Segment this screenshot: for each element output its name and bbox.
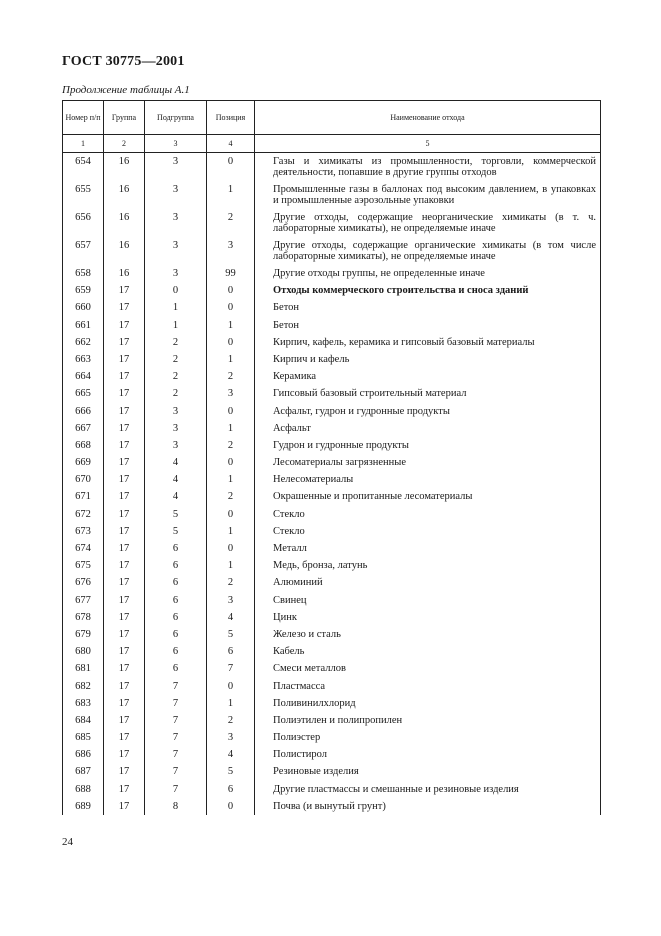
row-subgroup: 3 [145, 403, 207, 420]
row-subgroup: 2 [145, 385, 207, 402]
table-row [63, 403, 601, 420]
table-row [63, 282, 601, 299]
page-number: 24 [62, 836, 73, 848]
row-waste-name: Бетон [255, 317, 601, 334]
header-group: Группа [104, 101, 145, 135]
row-group: 17 [104, 351, 145, 368]
row-waste-name: Полистирол [255, 746, 601, 763]
row-position: 0 [207, 403, 255, 420]
row-group: 17 [104, 506, 145, 523]
row-waste-name: Отходы коммерческого строительства и сноса зданий [255, 282, 601, 299]
row-group: 17 [104, 798, 145, 815]
row-group: 16 [104, 237, 145, 265]
row-waste-name: Смеси металлов [255, 660, 601, 677]
row-subgroup: 3 [145, 265, 207, 282]
row-position: 6 [207, 643, 255, 660]
table-row [63, 678, 601, 695]
waste-table-container [62, 100, 600, 815]
row-position: 3 [207, 729, 255, 746]
row-subgroup: 5 [145, 506, 207, 523]
row-group: 17 [104, 385, 145, 402]
table-caption: Продолжение таблицы А.1 [62, 84, 190, 96]
row-position: 3 [207, 237, 255, 265]
row-waste-name: Окрашенные и пропитанные лесоматериалы [255, 488, 601, 505]
row-waste-name: Полиэстер [255, 729, 601, 746]
row-number: 685 [63, 729, 104, 746]
row-group: 17 [104, 643, 145, 660]
row-position: 1 [207, 181, 255, 209]
row-number: 684 [63, 712, 104, 729]
table-header [63, 101, 601, 153]
table-row [63, 153, 601, 182]
row-waste-name: Гипсовый базовый строительный материал [255, 385, 601, 402]
row-subgroup: 6 [145, 643, 207, 660]
row-group: 17 [104, 660, 145, 677]
row-subgroup: 6 [145, 609, 207, 626]
row-group: 17 [104, 403, 145, 420]
row-position: 1 [207, 695, 255, 712]
row-number: 678 [63, 609, 104, 626]
row-number: 676 [63, 574, 104, 591]
row-waste-name: Резиновые изделия [255, 763, 601, 780]
row-position: 2 [207, 712, 255, 729]
row-number: 659 [63, 282, 104, 299]
row-subgroup: 3 [145, 420, 207, 437]
row-group: 17 [104, 592, 145, 609]
row-position: 6 [207, 781, 255, 798]
waste-table [62, 100, 601, 815]
row-group: 17 [104, 609, 145, 626]
table-row [63, 660, 601, 677]
row-position: 2 [207, 368, 255, 385]
row-waste-name: Кабель [255, 643, 601, 660]
row-number: 661 [63, 317, 104, 334]
row-position: 1 [207, 317, 255, 334]
row-group: 16 [104, 153, 145, 182]
row-number: 654 [63, 153, 104, 182]
row-position: 0 [207, 334, 255, 351]
table-row [63, 557, 601, 574]
column-number: 5 [255, 135, 601, 153]
row-position: 7 [207, 660, 255, 677]
row-subgroup: 3 [145, 153, 207, 182]
row-subgroup: 6 [145, 557, 207, 574]
table-row [63, 540, 601, 557]
row-subgroup: 3 [145, 237, 207, 265]
row-group: 17 [104, 746, 145, 763]
row-subgroup: 7 [145, 746, 207, 763]
row-group: 17 [104, 626, 145, 643]
row-waste-name: Медь, бронза, латунь [255, 557, 601, 574]
row-number: 672 [63, 506, 104, 523]
column-number: 2 [104, 135, 145, 153]
row-group: 17 [104, 471, 145, 488]
row-number: 670 [63, 471, 104, 488]
row-position: 0 [207, 506, 255, 523]
table-row [63, 763, 601, 780]
row-group: 17 [104, 763, 145, 780]
row-number: 664 [63, 368, 104, 385]
row-waste-name: Цинк [255, 609, 601, 626]
row-waste-name: Металл [255, 540, 601, 557]
row-waste-name: Керамика [255, 368, 601, 385]
row-subgroup: 7 [145, 712, 207, 729]
header-row [63, 101, 601, 135]
table-row [63, 334, 601, 351]
row-group: 17 [104, 454, 145, 471]
row-waste-name: Свинец [255, 592, 601, 609]
row-waste-name: Стекло [255, 523, 601, 540]
row-group: 17 [104, 557, 145, 574]
row-position: 0 [207, 678, 255, 695]
table-row [63, 385, 601, 402]
row-group: 17 [104, 781, 145, 798]
row-number: 682 [63, 678, 104, 695]
row-group: 17 [104, 729, 145, 746]
row-group: 17 [104, 540, 145, 557]
document-code: ГОСТ 30775—2001 [62, 54, 185, 69]
row-waste-name: Нелесоматериалы [255, 471, 601, 488]
row-subgroup: 1 [145, 299, 207, 316]
row-group: 17 [104, 678, 145, 695]
row-number: 688 [63, 781, 104, 798]
header-waste-name: Наименование отхода [255, 101, 601, 135]
row-number: 686 [63, 746, 104, 763]
table-row [63, 626, 601, 643]
row-waste-name: Другие отходы группы, не определенные иначе [255, 265, 601, 282]
row-waste-name: Почва (и вынутый грунт) [255, 798, 601, 815]
row-subgroup: 7 [145, 695, 207, 712]
column-number-row [63, 135, 601, 153]
row-waste-name: Стекло [255, 506, 601, 523]
row-position: 5 [207, 763, 255, 780]
row-waste-name: Другие пластмассы и смешанные и резиновые изделия [255, 781, 601, 798]
row-position: 0 [207, 540, 255, 557]
row-subgroup: 2 [145, 351, 207, 368]
row-number: 663 [63, 351, 104, 368]
table-row [63, 712, 601, 729]
row-number: 669 [63, 454, 104, 471]
row-number: 665 [63, 385, 104, 402]
row-waste-name: Другие отходы, содержащие неорганические химикаты (в т. ч. лабораторные химикаты), не определяемые иначе [255, 209, 601, 237]
row-group: 17 [104, 523, 145, 540]
row-number: 671 [63, 488, 104, 505]
row-subgroup: 6 [145, 660, 207, 677]
table-row [63, 798, 601, 815]
row-number: 667 [63, 420, 104, 437]
row-waste-name: Бетон [255, 299, 601, 316]
row-waste-name: Кирпич, кафель, керамика и гипсовый базовый материалы [255, 334, 601, 351]
table-row [63, 781, 601, 798]
row-group: 17 [104, 299, 145, 316]
table-row [63, 368, 601, 385]
table-row [63, 746, 601, 763]
row-position: 1 [207, 351, 255, 368]
row-position: 0 [207, 282, 255, 299]
row-subgroup: 1 [145, 317, 207, 334]
row-position: 1 [207, 420, 255, 437]
table-row [63, 299, 601, 316]
row-subgroup: 7 [145, 729, 207, 746]
row-subgroup: 4 [145, 454, 207, 471]
header-subgroup: Подгруппа [145, 101, 207, 135]
row-subgroup: 8 [145, 798, 207, 815]
row-subgroup: 2 [145, 334, 207, 351]
row-subgroup: 3 [145, 181, 207, 209]
row-subgroup: 7 [145, 678, 207, 695]
table-row [63, 437, 601, 454]
row-group: 16 [104, 181, 145, 209]
row-position: 99 [207, 265, 255, 282]
row-number: 679 [63, 626, 104, 643]
table-row [63, 523, 601, 540]
column-number: 4 [207, 135, 255, 153]
table-row [63, 237, 601, 265]
row-subgroup: 6 [145, 540, 207, 557]
column-number: 1 [63, 135, 104, 153]
row-number: 660 [63, 299, 104, 316]
row-group: 16 [104, 209, 145, 237]
header-position: Позиция [207, 101, 255, 135]
row-position: 4 [207, 746, 255, 763]
row-number: 668 [63, 437, 104, 454]
row-position: 5 [207, 626, 255, 643]
row-group: 17 [104, 574, 145, 591]
table-row [63, 265, 601, 282]
row-subgroup: 2 [145, 368, 207, 385]
row-number: 683 [63, 695, 104, 712]
table-row [63, 592, 601, 609]
row-number: 655 [63, 181, 104, 209]
row-group: 17 [104, 437, 145, 454]
row-position: 0 [207, 798, 255, 815]
row-position: 1 [207, 523, 255, 540]
row-group: 16 [104, 265, 145, 282]
row-subgroup: 5 [145, 523, 207, 540]
row-waste-name: Асфальт, гудрон и гудронные продукты [255, 403, 601, 420]
row-number: 675 [63, 557, 104, 574]
table-row [63, 181, 601, 209]
table-row [63, 506, 601, 523]
row-waste-name: Полиэтилен и полипропилен [255, 712, 601, 729]
row-position: 2 [207, 209, 255, 237]
table-row [63, 317, 601, 334]
row-waste-name: Алюминий [255, 574, 601, 591]
row-waste-name: Газы и химикаты из промышленности, торговли, коммерческой деятельности, попавшие в другие группы отходов [255, 153, 601, 182]
row-number: 666 [63, 403, 104, 420]
row-number: 662 [63, 334, 104, 351]
row-subgroup: 6 [145, 626, 207, 643]
row-waste-name: Гудрон и гудронные продукты [255, 437, 601, 454]
table-body [63, 153, 601, 816]
row-group: 17 [104, 488, 145, 505]
row-subgroup: 0 [145, 282, 207, 299]
row-waste-name: Кирпич и кафель [255, 351, 601, 368]
row-waste-name: Лесоматериалы загрязненные [255, 454, 601, 471]
row-subgroup: 7 [145, 781, 207, 798]
row-number: 656 [63, 209, 104, 237]
row-waste-name: Поливинилхлорид [255, 695, 601, 712]
row-subgroup: 6 [145, 592, 207, 609]
table-row [63, 574, 601, 591]
table-row [63, 609, 601, 626]
column-number: 3 [145, 135, 207, 153]
row-number: 677 [63, 592, 104, 609]
row-waste-name: Пластмасса [255, 678, 601, 695]
row-position: 4 [207, 609, 255, 626]
row-group: 17 [104, 712, 145, 729]
row-position: 3 [207, 385, 255, 402]
row-number: 687 [63, 763, 104, 780]
row-subgroup: 3 [145, 209, 207, 237]
row-number: 658 [63, 265, 104, 282]
row-position: 3 [207, 592, 255, 609]
row-waste-name: Железо и сталь [255, 626, 601, 643]
row-number: 674 [63, 540, 104, 557]
row-group: 17 [104, 368, 145, 385]
row-position: 2 [207, 437, 255, 454]
row-subgroup: 4 [145, 488, 207, 505]
row-group: 17 [104, 282, 145, 299]
table-row [63, 420, 601, 437]
row-group: 17 [104, 317, 145, 334]
row-subgroup: 6 [145, 574, 207, 591]
row-subgroup: 4 [145, 471, 207, 488]
row-number: 681 [63, 660, 104, 677]
row-number: 689 [63, 798, 104, 815]
table-row [63, 695, 601, 712]
row-group: 17 [104, 420, 145, 437]
row-number: 680 [63, 643, 104, 660]
row-group: 17 [104, 334, 145, 351]
table-row [63, 643, 601, 660]
row-number: 657 [63, 237, 104, 265]
row-number: 673 [63, 523, 104, 540]
row-position: 2 [207, 574, 255, 591]
row-group: 17 [104, 695, 145, 712]
header-number: Номер п/п [63, 101, 104, 135]
row-waste-name: Асфальт [255, 420, 601, 437]
table-row [63, 471, 601, 488]
row-subgroup: 7 [145, 763, 207, 780]
row-position: 1 [207, 557, 255, 574]
table-row [63, 209, 601, 237]
table-row [63, 454, 601, 471]
row-position: 0 [207, 153, 255, 182]
table-row [63, 488, 601, 505]
row-waste-name: Другие отходы, содержащие органические химикаты (в том числе лабораторные химикаты), не определяемые иначе [255, 237, 601, 265]
row-waste-name: Промышленные газы в баллонах под высоким давлением, в упаковках и промышленные аэрозольные упаковки [255, 181, 601, 209]
table-row [63, 729, 601, 746]
row-position: 0 [207, 454, 255, 471]
row-subgroup: 3 [145, 437, 207, 454]
row-position: 1 [207, 471, 255, 488]
row-position: 0 [207, 299, 255, 316]
row-position: 2 [207, 488, 255, 505]
table-row [63, 351, 601, 368]
